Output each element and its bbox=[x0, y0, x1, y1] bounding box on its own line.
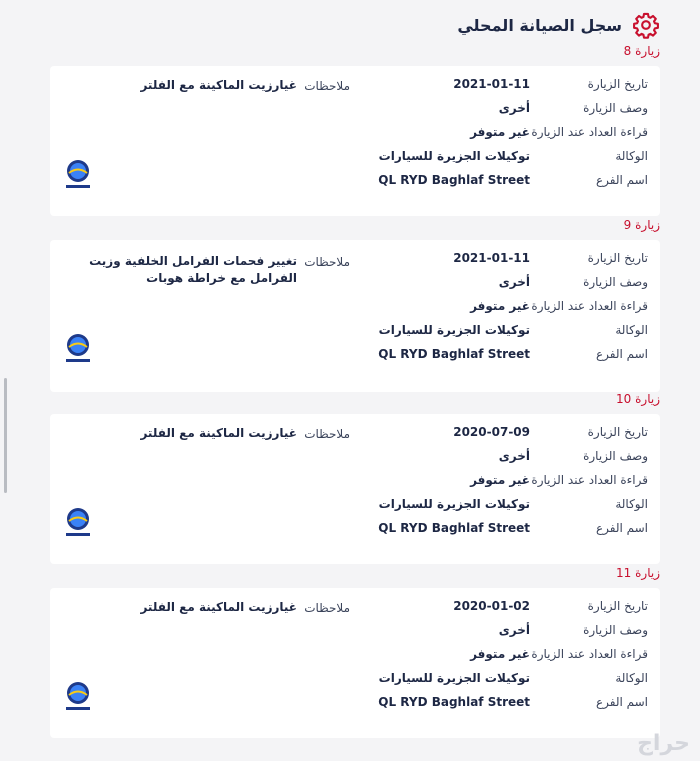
agency-row bbox=[358, 668, 648, 688]
agency-value: توكيلات الجزيرة للسيارات bbox=[378, 149, 530, 163]
visit-date-value: 2021-01-11 bbox=[453, 77, 530, 91]
visit-desc-value: أخرى bbox=[498, 101, 530, 115]
visit-date-row bbox=[358, 248, 648, 268]
visit-card bbox=[50, 588, 660, 738]
branch-label: اسم الفرع bbox=[595, 521, 648, 535]
visit-desc-label: وصف الزيارة bbox=[583, 449, 648, 463]
agency-value: توكيلات الجزيرة للسيارات bbox=[378, 671, 530, 685]
odometer-row bbox=[358, 122, 648, 142]
notes-row bbox=[60, 77, 350, 94]
notes-label: ملاحظات bbox=[304, 427, 350, 441]
visit-title: زيارة 9 bbox=[623, 218, 660, 232]
visit-date-row bbox=[358, 422, 648, 442]
odometer-label: قراءة العداد عند الزيارة bbox=[531, 647, 648, 661]
odometer-row bbox=[358, 470, 648, 490]
branch-label: اسم الفرع bbox=[595, 347, 648, 361]
scrollbar-thumb[interactable] bbox=[4, 378, 7, 493]
odometer-value: غير متوفر bbox=[470, 299, 530, 313]
branch-row bbox=[358, 344, 648, 364]
agency-label: الوكالة bbox=[615, 323, 648, 337]
watermark: حراج bbox=[637, 731, 690, 756]
visit-title: زيارة 10 bbox=[616, 392, 660, 406]
visit-title: زيارة 11 bbox=[616, 566, 660, 580]
visit-desc-row bbox=[358, 98, 648, 118]
notes-label: ملاحظات bbox=[304, 255, 350, 269]
odometer-label: قراءة العداد عند الزيارة bbox=[531, 299, 648, 313]
branch-value: QL RYD Baghlaf Street bbox=[378, 695, 530, 709]
odometer-value: غير متوفر bbox=[470, 647, 530, 661]
agency-value: توكيلات الجزيرة للسيارات bbox=[378, 497, 530, 511]
visit-desc-row bbox=[358, 446, 648, 466]
visit-date-label: تاريخ الزيارة bbox=[587, 425, 648, 439]
agency-label: الوكالة bbox=[615, 671, 648, 685]
page-title: سجل الصيانة المحلي bbox=[457, 15, 622, 35]
visit-desc-value: أخرى bbox=[498, 449, 530, 463]
notes-label: ملاحظات bbox=[304, 601, 350, 615]
agency-value: توكيلات الجزيرة للسيارات bbox=[378, 323, 530, 337]
notes-value: غيارزيت الماكينة مع الفلتر bbox=[140, 78, 297, 92]
agency-logo bbox=[64, 158, 92, 192]
notes-row bbox=[60, 425, 350, 442]
visit-date-label: تاريخ الزيارة bbox=[587, 599, 648, 613]
agency-logo bbox=[64, 506, 92, 540]
visit-date-row bbox=[358, 596, 648, 616]
notes-value: تغيير فحمات الفرامل الخلفية وزيت الفرامل مع خراطة هوبات bbox=[89, 254, 297, 285]
visit-card bbox=[50, 240, 660, 392]
odometer-value: غير متوفر bbox=[470, 473, 530, 487]
odometer-row bbox=[358, 644, 648, 664]
odometer-row bbox=[358, 296, 648, 316]
agency-label: الوكالة bbox=[615, 149, 648, 163]
visit-desc-label: وصف الزيارة bbox=[583, 101, 648, 115]
agency-logo bbox=[64, 680, 92, 714]
agency-row bbox=[358, 146, 648, 166]
notes-value: غيارزيت الماكينة مع الفلتر bbox=[140, 600, 297, 614]
odometer-label: قراءة العداد عند الزيارة bbox=[531, 125, 648, 139]
visit-desc-value: أخرى bbox=[498, 623, 530, 637]
branch-row bbox=[358, 692, 648, 712]
agency-label: الوكالة bbox=[615, 497, 648, 511]
visit-desc-value: أخرى bbox=[498, 275, 530, 289]
visit-date-value: 2020-01-02 bbox=[453, 599, 530, 613]
visit-desc-label: وصف الزيارة bbox=[583, 623, 648, 637]
visit-date-row bbox=[358, 74, 648, 94]
visit-card bbox=[50, 414, 660, 564]
branch-row bbox=[358, 518, 648, 538]
visit-title: زيارة 8 bbox=[623, 44, 660, 58]
gear-icon bbox=[632, 11, 660, 39]
page-header bbox=[457, 10, 660, 40]
branch-label: اسم الفرع bbox=[595, 695, 648, 709]
visit-desc-row bbox=[358, 272, 648, 292]
visit-date-label: تاريخ الزيارة bbox=[587, 251, 648, 265]
visit-desc-row bbox=[358, 620, 648, 640]
notes-label: ملاحظات bbox=[304, 79, 350, 93]
agency-row bbox=[358, 494, 648, 514]
odometer-label: قراءة العداد عند الزيارة bbox=[531, 473, 648, 487]
agency-logo bbox=[64, 332, 92, 366]
visit-date-label: تاريخ الزيارة bbox=[587, 77, 648, 91]
visit-date-value: 2020-07-09 bbox=[453, 425, 530, 439]
visit-desc-label: وصف الزيارة bbox=[583, 275, 648, 289]
branch-value: QL RYD Baghlaf Street bbox=[378, 347, 530, 361]
branch-value: QL RYD Baghlaf Street bbox=[378, 173, 530, 187]
notes-value: غيارزيت الماكينة مع الفلتر bbox=[140, 426, 297, 440]
branch-value: QL RYD Baghlaf Street bbox=[378, 521, 530, 535]
branch-row bbox=[358, 170, 648, 190]
visit-card bbox=[50, 66, 660, 216]
notes-row bbox=[60, 599, 350, 616]
notes-row bbox=[60, 253, 350, 287]
odometer-value: غير متوفر bbox=[470, 125, 530, 139]
agency-row bbox=[358, 320, 648, 340]
branch-label: اسم الفرع bbox=[595, 173, 648, 187]
visit-date-value: 2021-01-11 bbox=[453, 251, 530, 265]
